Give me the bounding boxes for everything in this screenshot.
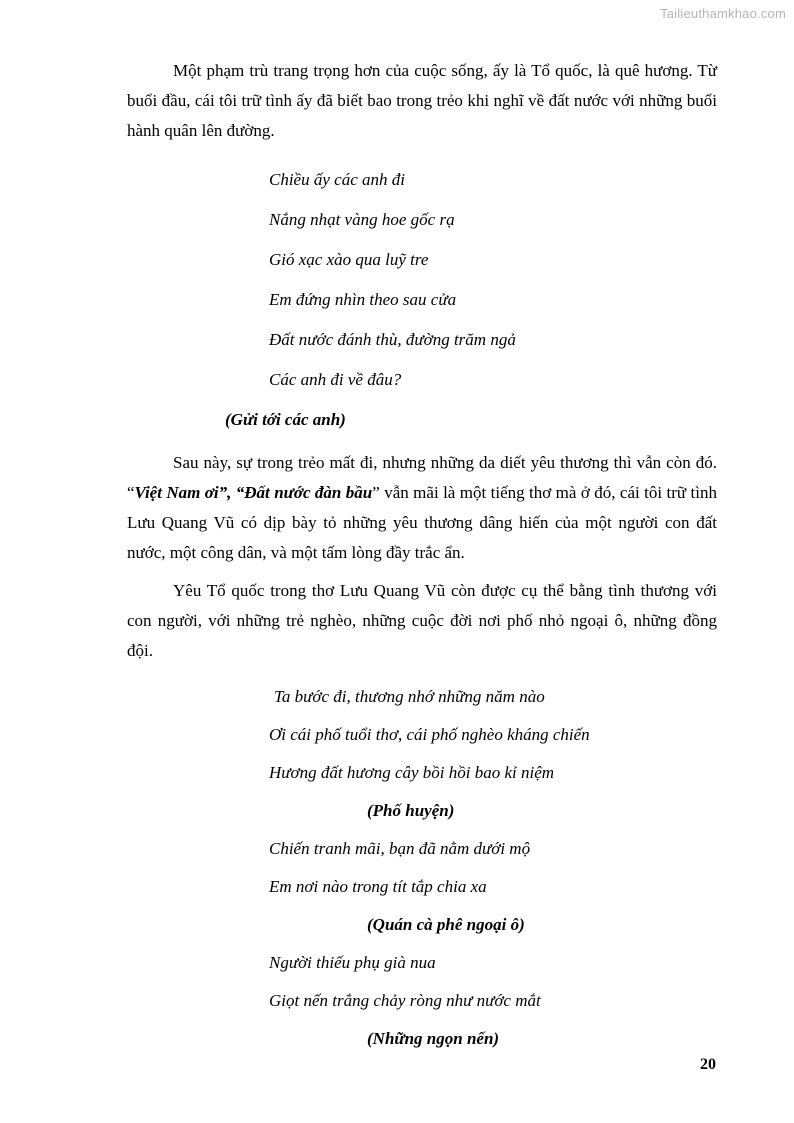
paragraph-3: Yêu Tổ quốc trong thơ Lưu Quang Vũ còn được cụ thể bằng tình thương với con người, với những trẻ nghèo, những cuộc đời nơi phố nhỏ ngoại ô, những đồng đội. bbox=[127, 581, 717, 660]
poem-line: Gió xạc xào qua luỹ tre bbox=[269, 250, 429, 269]
poem-line: Đất nước đánh thù, đường trăm ngả bbox=[269, 330, 516, 349]
poem-gui-toi-cac-anh bbox=[127, 160, 717, 400]
poem-line: Em đứng nhìn theo sau cửa bbox=[269, 290, 457, 309]
paragraph-1: Một phạm trù trang trọng hơn của cuộc sống, ấy là Tổ quốc, là quê hương. Từ buổi đầu, cái tôi trữ tình ấy đã biết bao trong trẻo khi nghĩ về đất nước với những buổi hành quân lên đường. bbox=[127, 61, 717, 140]
poem-line: Ơi cái phố tuổi thơ, cái phố nghèo kháng chiến bbox=[269, 725, 590, 744]
poem-line: Chiến tranh mãi, bạn đã nằm dưới mộ bbox=[269, 839, 531, 858]
poem-line: Giọt nến trắng chảy ròng như nước mắt bbox=[269, 991, 541, 1010]
paragraph-2 bbox=[127, 448, 717, 568]
poem-line: Em nơi nào trong tít tắp chia xa bbox=[269, 877, 487, 896]
poem-source: (Những ngọn nến) bbox=[367, 1029, 500, 1048]
poem-excerpts bbox=[127, 678, 717, 1058]
poem-line: Các anh đi về đâu? bbox=[269, 370, 402, 389]
poem-source: (Quán cà phê ngoại ô) bbox=[367, 915, 525, 934]
poem-source: (Phố huyện) bbox=[367, 801, 455, 820]
poem-line: Ta bước đi, thương nhớ những năm nào bbox=[274, 687, 545, 706]
page-number: 20 bbox=[700, 1056, 716, 1073]
paragraph-2-text-end: ” vẫn mãi là một tiếng thơ mà ở đó, cái tôi trữ tình Lưu Quang Vũ có dịp bày tỏ những yêu thương dâng hiến của một người con đất nước, một công dân, và một tấm lòng đầy trắc ẩn. bbox=[127, 483, 717, 562]
paragraph-2-bold-title: Việt Nam ơi”, “Đất nước đàn bầu bbox=[134, 483, 373, 502]
poem-line: Chiều ấy các anh đi bbox=[269, 170, 405, 189]
watermark-text: Tailieuthamkhao.com bbox=[660, 6, 786, 21]
poem-line: Nắng nhạt vàng hoe gốc rạ bbox=[269, 210, 455, 229]
poem-line: Hương đất hương cây bồi hồi bao kỉ niệm bbox=[269, 763, 555, 782]
paragraph-2-text-start: Sau này, sự trong trẻo mất đi, nhưng những da diết yêu thương thì vẫn còn đó. “ bbox=[127, 453, 717, 502]
poem-source: (Gửi tới các anh) bbox=[225, 410, 346, 429]
poem-line: Người thiếu phụ già nua bbox=[269, 953, 436, 972]
page-content bbox=[127, 56, 717, 1058]
